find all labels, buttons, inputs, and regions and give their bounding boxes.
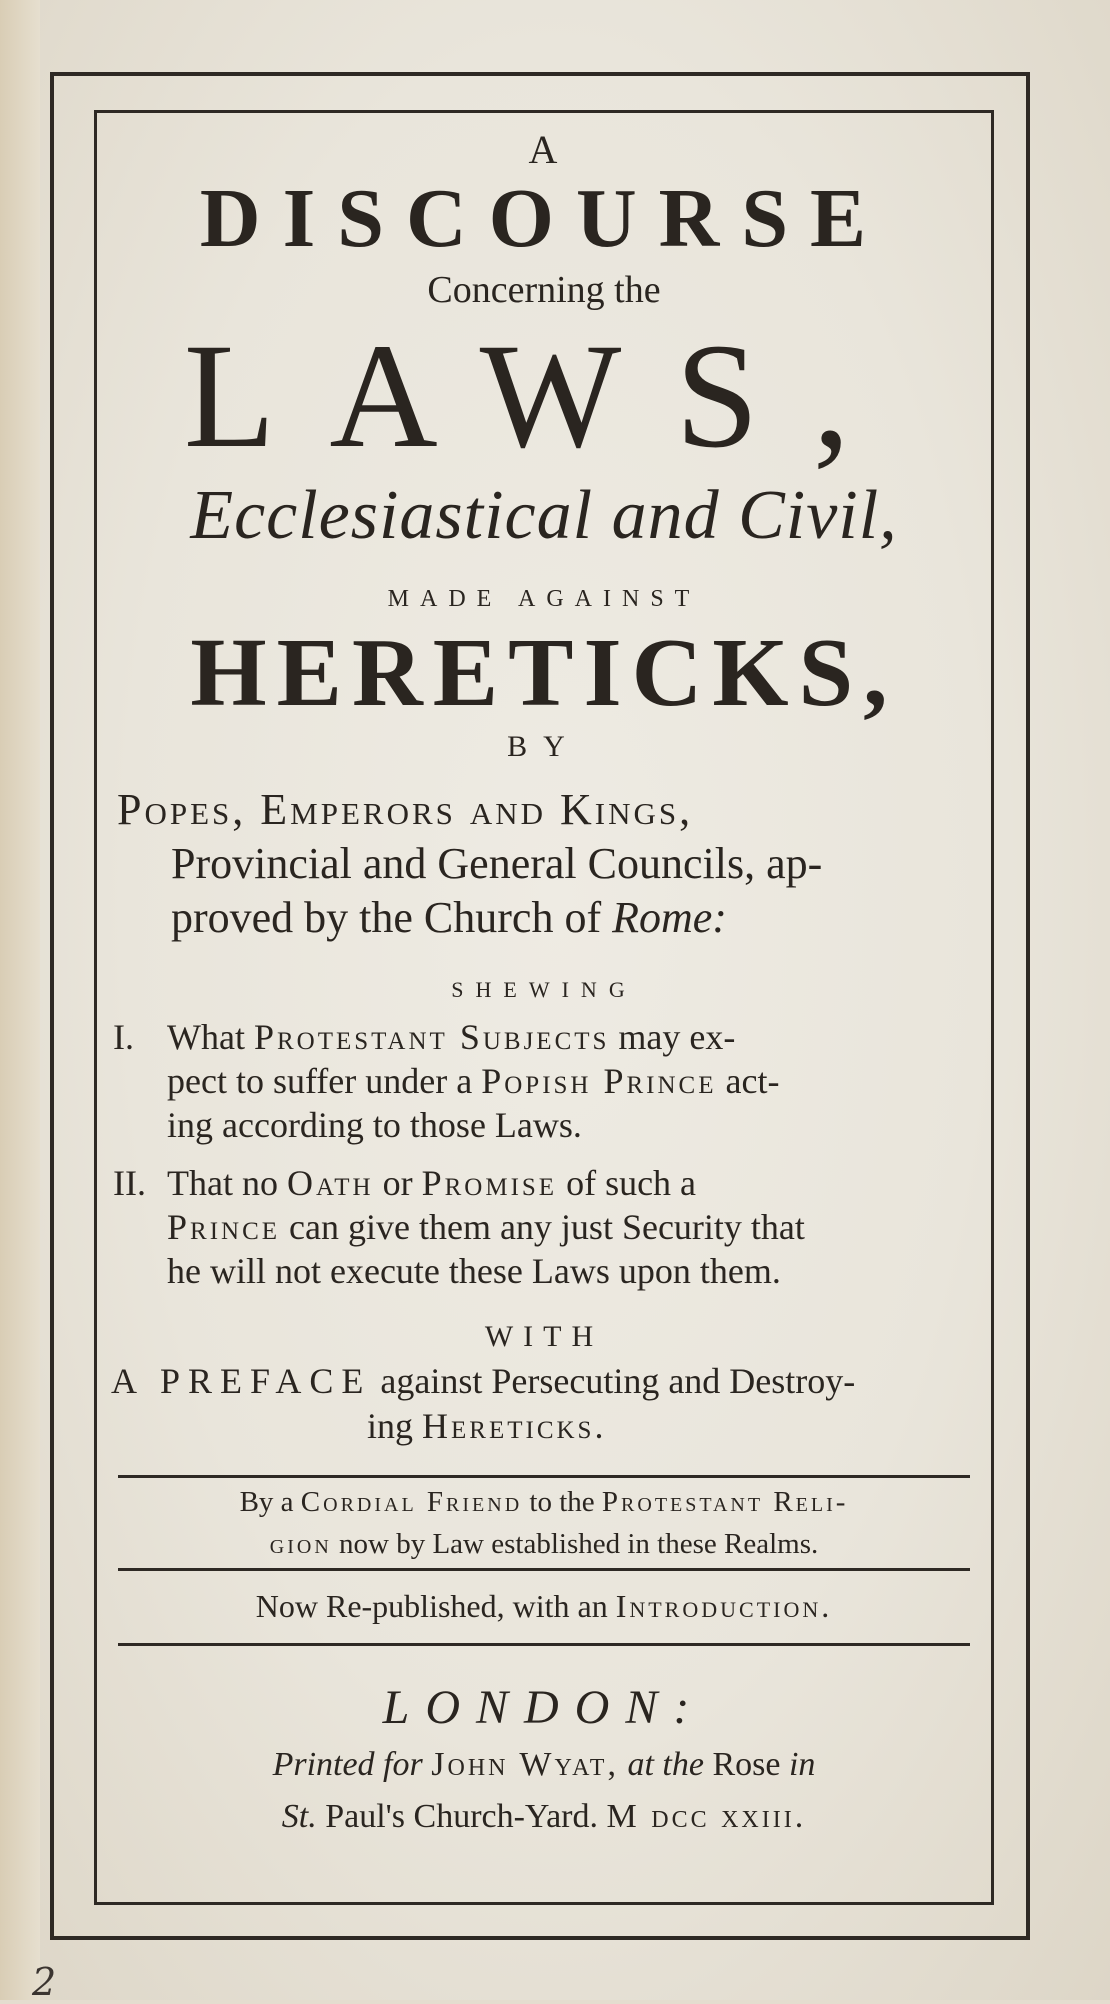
approved-line (117, 891, 991, 945)
made-against: MADE AGAINST (387, 586, 701, 612)
oath-word: Oath (286, 1163, 374, 1203)
point-two (97, 1161, 991, 1293)
rome-text: Rome: (612, 893, 727, 942)
preface-line (97, 1359, 991, 1403)
protestant-religion: Protestant Reli- (601, 1486, 849, 1518)
republished-text: Now Re-published, with an (255, 1588, 616, 1624)
point-two-numeral: II. (113, 1163, 146, 1203)
popes-emperors-kings: Popes, Emperors and Kings, (117, 785, 694, 834)
imprint-text: St. (281, 1798, 317, 1835)
author-text: to the (522, 1486, 602, 1518)
republished-line (97, 1571, 991, 1641)
point-one-numeral: I. (113, 1017, 134, 1057)
authorities-block (97, 783, 991, 945)
author-text: now by Law established in these Realms. (331, 1528, 819, 1560)
protestant-subjects: Protestant Subjects (253, 1017, 610, 1057)
shewing-heading: SHEWING (451, 977, 637, 1002)
point-two-text (167, 1161, 971, 1293)
title-hereticks: HERETICKS, (190, 619, 898, 727)
divider-rule (118, 1475, 970, 1478)
councils-line: Provincial and General Councils, ap- (171, 839, 823, 888)
imprint-text: Paul's Church-Yard. (316, 1798, 607, 1835)
preface-caps: A PREFACE (111, 1361, 372, 1401)
point-two-part: of such a (557, 1163, 697, 1203)
pencil-margin-mark: 2 (32, 1960, 57, 2004)
point-one-part: may ex- (609, 1017, 736, 1057)
title-discourse: DISCOURSE (199, 172, 889, 265)
rose-sign: Rose (712, 1746, 781, 1783)
ecclesiastical-and-civil: Ecclesiastical and Civil, (190, 477, 898, 554)
author-text: By a (239, 1486, 301, 1518)
point-two-part: can give them any just Security that (280, 1207, 805, 1247)
preface-text: ing (367, 1406, 423, 1446)
point-two-part: or (373, 1163, 422, 1203)
point-one-part: ing according to those Laws. (167, 1105, 582, 1145)
author-line-1 (97, 1484, 991, 1520)
divider-rule (118, 1643, 970, 1646)
imprint-text: in (780, 1746, 816, 1783)
point-one-part: act- (716, 1061, 780, 1101)
point-one (97, 1015, 991, 1147)
article-a: A (528, 127, 560, 172)
approved-text: proved by the Church of (171, 893, 613, 942)
imprint-text: at the (618, 1746, 713, 1783)
point-one-part: pect to suffer under a (167, 1061, 482, 1101)
point-two-part: he will not execute these Laws upon them. (167, 1251, 781, 1291)
printer-name: John Wyat, (431, 1746, 619, 1783)
point-one-text (167, 1015, 971, 1147)
introduction-word: Introduction. (615, 1588, 833, 1624)
preface-text: against Persecuting and Destroy- (371, 1361, 856, 1401)
hereticks-small: Hereticks. (422, 1406, 607, 1446)
imprint-line-1 (97, 1742, 991, 1788)
promise-word: Promise (421, 1163, 558, 1203)
imprint-date: M dcc xxiii. (606, 1798, 807, 1835)
gion-text: gion (269, 1528, 332, 1560)
cordial-friend: Cordial Friend (300, 1486, 523, 1518)
imprint-line-2 (97, 1794, 991, 1840)
with-heading: WITH (484, 1320, 604, 1353)
imprint-city: LONDON: (382, 1681, 706, 1734)
prince-word: Prince (167, 1207, 281, 1247)
by-line: BY (507, 730, 581, 763)
title-page-content (97, 113, 991, 1840)
page-gutter-edge (0, 0, 40, 2000)
title-laws: LAWS, (183, 313, 905, 479)
popish-prince: Popish Prince (481, 1061, 717, 1101)
concerning-the: Concerning the (427, 269, 661, 311)
imprint-text: Printed for (272, 1746, 432, 1783)
point-one-part: What (167, 1017, 254, 1057)
preface-line-2 (97, 1403, 991, 1449)
author-line-2 (97, 1526, 991, 1562)
point-two-part: That no (167, 1163, 287, 1203)
